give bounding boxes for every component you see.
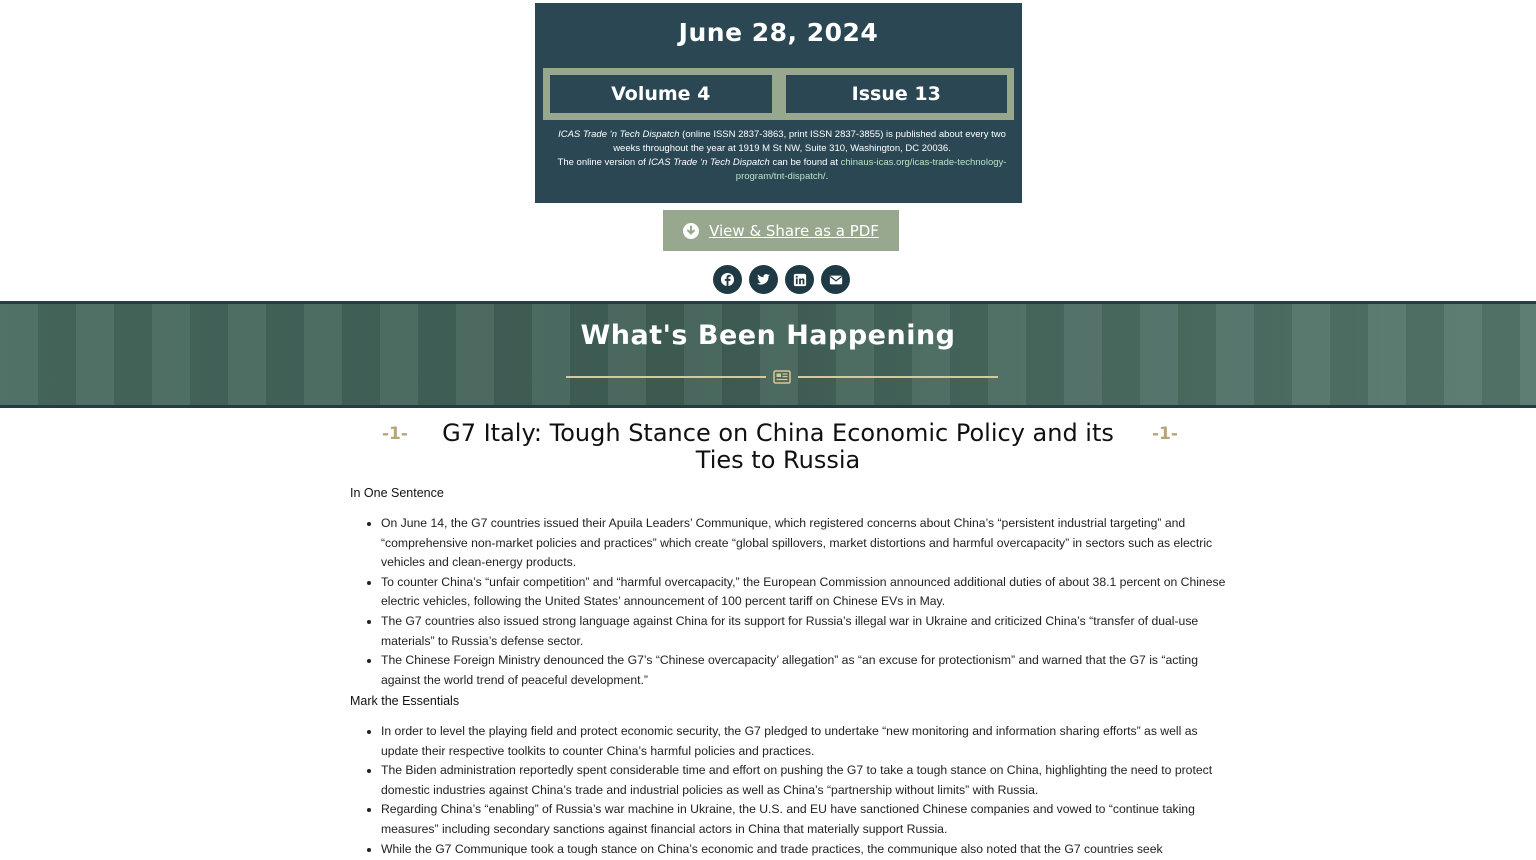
found-at-text: can be found at [769, 157, 841, 168]
divider-right [798, 376, 998, 378]
publication-note [545, 128, 1019, 184]
list-item: • The G7 countries also issued strong language against China for its support for Russia’s illegal war in Ukraine and criticized China’s “transfer of dual-use materials” to Russia’s defense sector. [381, 612, 1236, 651]
facebook-icon[interactable] [713, 265, 742, 294]
publication-name-2: ICAS Trade ‘n Tech Dispatch [648, 157, 770, 168]
download-circle-icon [683, 223, 699, 239]
dispatch-link[interactable]: chinaus-icas.org/icas-trade-technology-program/tnt-dispatch/ [735, 157, 1007, 182]
section-title: What's Been Happening [580, 320, 956, 351]
pdf-button-label: View & Share as a PDF [709, 221, 879, 240]
list-item: • Regarding China’s “enabling” of Russia’s war machine in Ukraine, the U.S. and EU have sanctioned Chinese companies and vowed to “continue taking measures” including secondary sanctions against financial actors in China that materially support Russia. [381, 800, 1236, 839]
publication-info: (online ISSN 2837-3863, print ISSN 2837-3855) is published about every two weeks throughout the year at 1919 M St NW, Suite 310, Washington, DC 20036. [613, 129, 1006, 154]
newspaper-icon [773, 370, 791, 389]
article-title: G7 Italy: Tough Stance on China Economic Policy and its Ties to Russia [442, 419, 1114, 474]
share-buttons [713, 265, 850, 294]
divider-left [566, 376, 766, 378]
volume-label: Volume 4 [550, 75, 772, 113]
section-heading-essentials: Mark the Essentials [350, 694, 460, 708]
article-number-left: -1- [382, 424, 408, 444]
linkedin-icon[interactable] [785, 265, 814, 294]
article-number-right: -1- [1152, 424, 1178, 444]
issue-date: June 28, 2024 [678, 18, 879, 47]
list-item: • While the G7 Communique took a tough stance on China’s economic and trade practices, the communique also noted that the G7 countries seek [381, 840, 1236, 860]
one-sentence-list [350, 514, 1236, 690]
publication-name: ICAS Trade ‘n Tech Dispatch [558, 129, 680, 140]
issue-header [535, 3, 1022, 203]
issue-label: Issue 13 [786, 75, 1008, 113]
view-share-pdf-button[interactable] [663, 210, 899, 251]
section-banner [0, 301, 1536, 408]
section-heading-one-sentence: In One Sentence [350, 486, 444, 500]
list-item: • The Chinese Foreign Ministry denounced the G7’s “Chinese overcapacity’ allegation” as “an excuse for protectionism” and warned that the G7 is “acting against the world trend of peaceful development.” [381, 651, 1236, 690]
list-item: • The Biden administration reportedly spent considerable time and effort on pushing the G7 to take a tough stance on China, highlighting the need to protect domestic industries against China’s trade and industrial policies as well as China’s “partnership without limits” with Russia. [381, 761, 1236, 800]
online-version-text: The online version of [557, 157, 649, 168]
list-item: • To counter China’s “unfair competition” and “harmful overcapacity,” the European Commission announced additional duties of about 38.1 percent on Chinese electric vehicles, following the United States’ announcement of 100 percent tariff on Chinese EVs in May. [381, 573, 1236, 612]
email-icon[interactable] [821, 265, 850, 294]
essentials-list [350, 722, 1236, 859]
volume-issue-frame [543, 68, 1014, 120]
twitter-icon[interactable] [749, 265, 778, 294]
note-period: . [825, 171, 829, 182]
list-item: • In order to level the playing field and protect economic security, the G7 pledged to undertake “new monitoring and information sharing efforts” as well as update their respective toolkits to counter China’s harmful policies and practices. [381, 722, 1236, 761]
list-item: • On June 14, the G7 countries issued their Apuila Leaders’ Communique, which registered concerns about China’s “persistent industrial targeting” and “comprehensive non-market policies and practices” which create “global spillovers, market distortions and harmful overcapacity” in sectors such as electric vehicles and clean-energy products. [381, 514, 1236, 573]
